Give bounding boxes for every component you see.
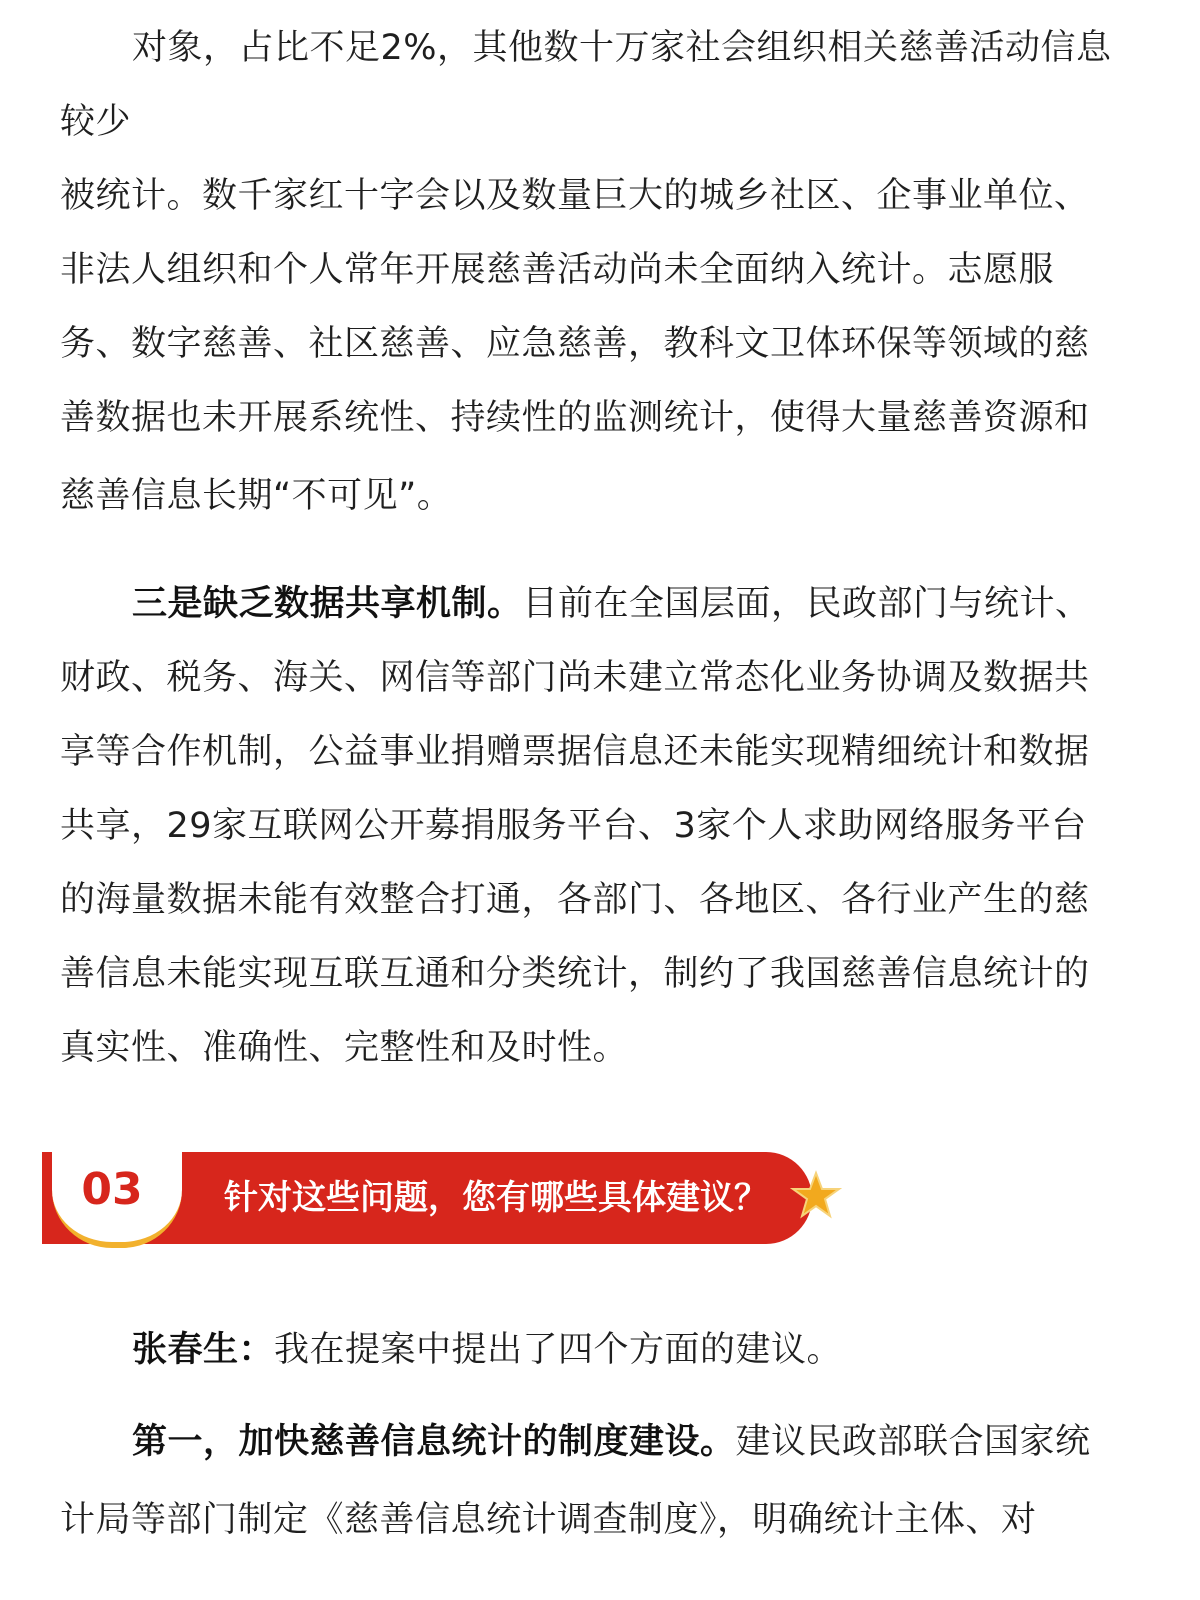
para2-lead: 三是缺乏数据共享机制。 xyxy=(132,584,523,624)
section-title: 针对这些问题，您有哪些具体建议？ xyxy=(224,1178,768,1218)
para1-line4: 非法人组织和个人常年开展慈善活动尚未全面纳入统计。志愿服 xyxy=(60,250,1055,290)
para2-line4: 共享，29家互联网公开募捐服务平台、3家个人求助网络服务平台 xyxy=(60,806,1087,846)
section-number: 03 xyxy=(81,1164,143,1215)
speaker-name: 张春生： xyxy=(132,1330,275,1370)
para3-line2: 计局等部门制定《慈善信息统计调查制度》，明确统计主体、对 xyxy=(60,1500,1037,1540)
para1-line5: 务、数字慈善、社区慈善、应急慈善，教科文卫体环保等领域的慈 xyxy=(60,324,1090,364)
para2-line1-rest: 目前在全国层面，民政部门与统计、 xyxy=(522,584,1091,624)
star-icon xyxy=(790,1170,842,1222)
para3-lead: 第一，加快慈善信息统计的制度建设。 xyxy=(132,1422,736,1462)
para2-line1 xyxy=(132,582,1091,626)
para2-line3: 享等合作机制，公益事业捐赠票据信息还未能实现精细统计和数据 xyxy=(60,732,1090,772)
para1-line6: 善数据也未开展系统性、持续性的监测统计，使得大量慈善资源和 xyxy=(60,398,1090,438)
section-header-banner xyxy=(42,1152,842,1248)
para2-line7: 真实性、准确性、完整性和及时性。 xyxy=(60,1028,629,1068)
answer-text: 我在提案中提出了四个方面的建议。 xyxy=(274,1330,843,1370)
para2-line6: 善信息未能实现互联互通和分类统计，制约了我国慈善信息统计的 xyxy=(60,954,1090,994)
para1-line1: 对象，占比不足2%，其他数十万家社会组织相关慈善活动信息 xyxy=(132,28,1112,68)
para3-line1 xyxy=(132,1420,1091,1464)
answer-line xyxy=(132,1328,842,1372)
para3-line1-rest: 建议民政部联合国家统 xyxy=(735,1422,1091,1462)
para1-line2: 较少 xyxy=(60,102,132,142)
para2-line5: 的海量数据未能有效整合打通，各部门、各地区、各行业产生的慈 xyxy=(60,880,1090,920)
para1-line7: 慈善信息长期“不可见”。 xyxy=(60,476,453,516)
para2-line2: 财政、税务、海关、网信等部门尚未建立常态化业务协调及数据共 xyxy=(60,658,1090,698)
para1-line3: 被统计。数千家红十字会以及数量巨大的城乡社区、企事业单位、 xyxy=(60,176,1090,216)
